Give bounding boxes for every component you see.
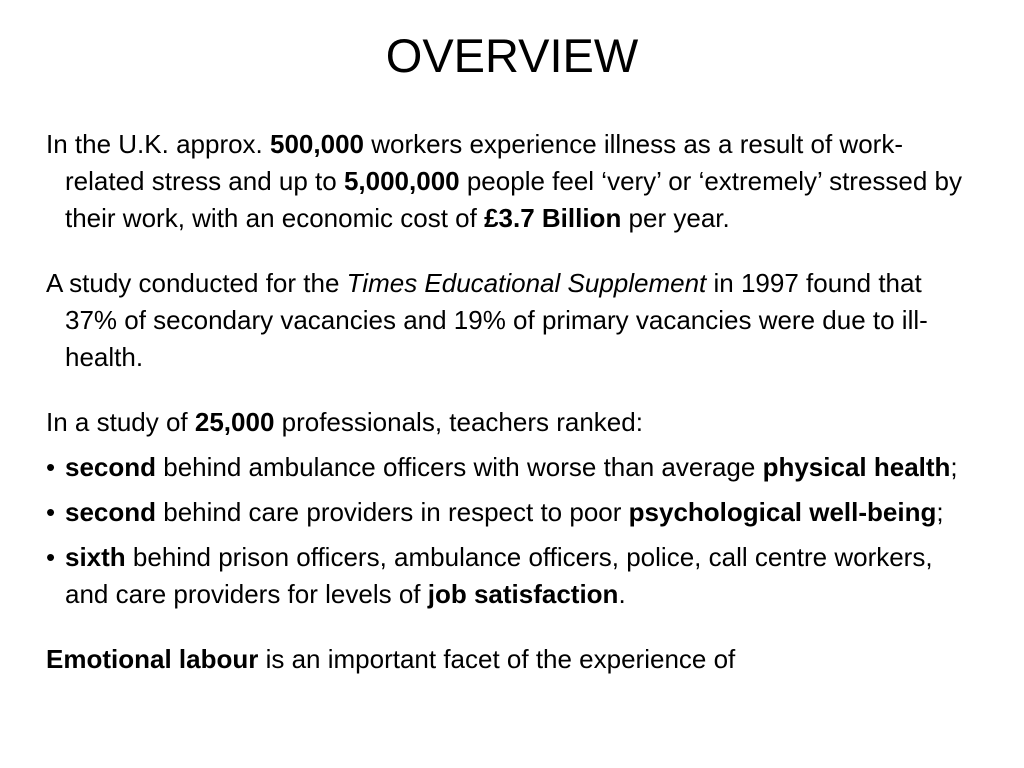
bold-text: 5,000,000 (343, 166, 460, 196)
text: per year. (621, 203, 730, 233)
text: ; (950, 452, 958, 482)
italic-text: Times Educational Supplement (346, 268, 707, 298)
text: . (618, 579, 626, 609)
bullet-item-job-satisfaction (46, 539, 976, 613)
paragraph-uk-stress-statistics (46, 126, 976, 237)
bold-text: 500,000 (270, 129, 364, 159)
bold-text: 25,000 (194, 407, 275, 437)
slide-body (46, 126, 976, 706)
bullet-marker: • (46, 452, 56, 482)
text: workers experience illness as a result of work-related stress and up to (65, 129, 903, 196)
bold-text: second (65, 497, 157, 527)
text: In a study of (46, 407, 195, 437)
bold-text: physical health (762, 452, 951, 482)
text: behind prison officers, ambulance officers, police, call centre workers, and care providers for levels of (65, 542, 933, 609)
text: behind ambulance officers with worse than average (156, 452, 763, 482)
bullet-marker: • (46, 497, 56, 527)
text: ; (936, 497, 944, 527)
bullet-item-psychological-wellbeing (46, 494, 976, 531)
bold-text: Emotional labour (46, 644, 259, 674)
bold-text: job satisfaction (427, 579, 619, 609)
bullet-marker: • (46, 542, 56, 572)
text: in 1997 found that 37% of secondary vacancies and 19% of primary vacancies were due to ill-health. (65, 268, 928, 372)
bold-text: second (65, 452, 157, 482)
bold-text: psychological well-being (628, 497, 937, 527)
bold-text: £3.7 Billion (484, 203, 622, 233)
text: A study conducted for the (46, 268, 347, 298)
bold-text: sixth (65, 542, 126, 572)
paragraph-emotional-labour (46, 641, 976, 678)
paragraph-professionals-study (46, 404, 976, 441)
slide-title: OVERVIEW (385, 29, 639, 82)
text: In the U.K. approx. (46, 129, 271, 159)
text: people feel ‘very’ or ‘extremely’ stressed by their work, with an economic cost of (65, 166, 963, 233)
text: professionals, teachers ranked: (274, 407, 643, 437)
paragraph-tes-study (46, 265, 976, 376)
bullet-item-physical-health (46, 449, 976, 486)
text: behind care providers in respect to poor (156, 497, 629, 527)
text: is an important facet of the experience of (258, 644, 736, 674)
